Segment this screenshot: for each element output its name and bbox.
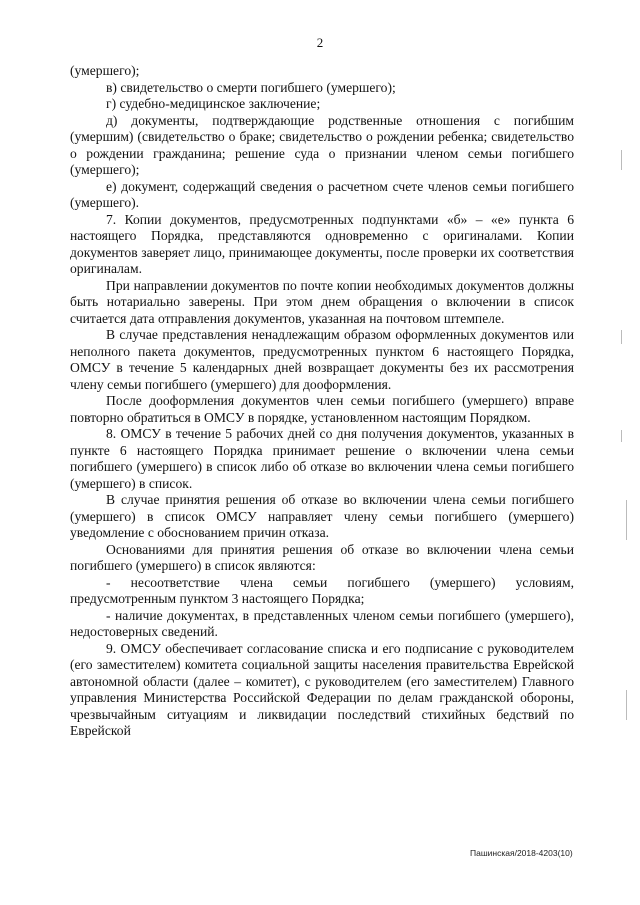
paragraph: (умершего); bbox=[70, 63, 140, 78]
scan-artifact bbox=[621, 330, 622, 344]
page-number: 2 bbox=[316, 35, 324, 50]
paragraph: г) судебно-медицинское заключение; bbox=[106, 96, 321, 111]
paragraph: - несоответствие члена семьи погибшего (умершего) условиям, предусмотренным пунктом 3 настоящего Порядка; bbox=[70, 574, 574, 606]
paragraph: 7. Копии документов, предусмотренных подпунктами «б» – «е» пункта 6 настоящего Порядка, представляются одновременно с оригиналами. Копии документов заверяет лицо, принимающее документы, после проверки их соответствия оригиналам. bbox=[70, 211, 574, 276]
scan-artifact bbox=[621, 430, 622, 442]
paragraph: е) документ, содержащий сведения о расчетном счете членов семьи погибшего (умершего). bbox=[70, 178, 574, 210]
scan-artifact bbox=[626, 690, 627, 720]
scan-artifact bbox=[626, 500, 627, 540]
paragraph: 9. ОМСУ обеспечивает согласование списка и его подписание с руководителем (его заместителем) комитета социальной защиты населения правительства Еврейской автономной области (далее – комитет), с руководителем (его заместителем) Главного управления Министерства Российской Федерации по делам гражданской обороны, чрезвычайным ситуациям и ликвидации последствий стихийных бедствий по Еврейской bbox=[70, 640, 574, 738]
paragraph: Основаниями для принятия решения об отказе во включении члена семьи погибшего (умершего) в список являются: bbox=[70, 541, 574, 573]
scan-artifact bbox=[621, 150, 622, 170]
paragraph: в) свидетельство о смерти погибшего (умершего); bbox=[106, 79, 396, 95]
document-body bbox=[70, 63, 574, 740]
paragraph: В случае принятия решения об отказе во включении члена семьи погибшего (умершего) в список ОМСУ направляет члену семьи погибшего (умершего) уведомление с обоснованием причин отказа. bbox=[70, 492, 574, 540]
paragraph: - наличие документах, в представленных членом семьи погибшего (умершего), недостоверных сведений. bbox=[70, 607, 574, 639]
paragraph: В случае представления ненадлежащим образом оформленных документов или неполного пакета документов, предусмотренных пунктом 6 настоящего Порядка, ОМСУ в течение 5 календарных дней возвращает документы без их рассмотрения члену семьи погибшего (умершего) для дооформления. bbox=[70, 327, 574, 392]
paragraph: д) документы, подтверждающие родственные отношения с погибшим (умершим) (свидетельство о браке; свидетельство о рождении ребенка; свидетельство о рождении гражданина; решение суда о признании членом семьи погибшего (умершего); bbox=[70, 112, 574, 177]
paragraph: 8. ОМСУ в течение 5 рабочих дней со дня получения документов, указанных в пункте 6 настоящего Порядка принимает решение о включении члена семьи погибшего (умершего) в список либо об отказе во включении члена семьи погибшего (умершего) в список. bbox=[70, 426, 574, 491]
paragraph: После дооформления документов член семьи погибшего (умершего) вправе повторно обратиться в ОМСУ в порядке, установленном настоящим Порядком. bbox=[70, 393, 574, 425]
paragraph: При направлении документов по почте копии необходимых документов должны быть нотариально заверены. При этом днем обращения о включении в список считается дата отправления документов, указанная на почтовом штемпеле. bbox=[70, 277, 574, 326]
document-code: Пашинская/2018-4203(10) bbox=[470, 848, 573, 858]
